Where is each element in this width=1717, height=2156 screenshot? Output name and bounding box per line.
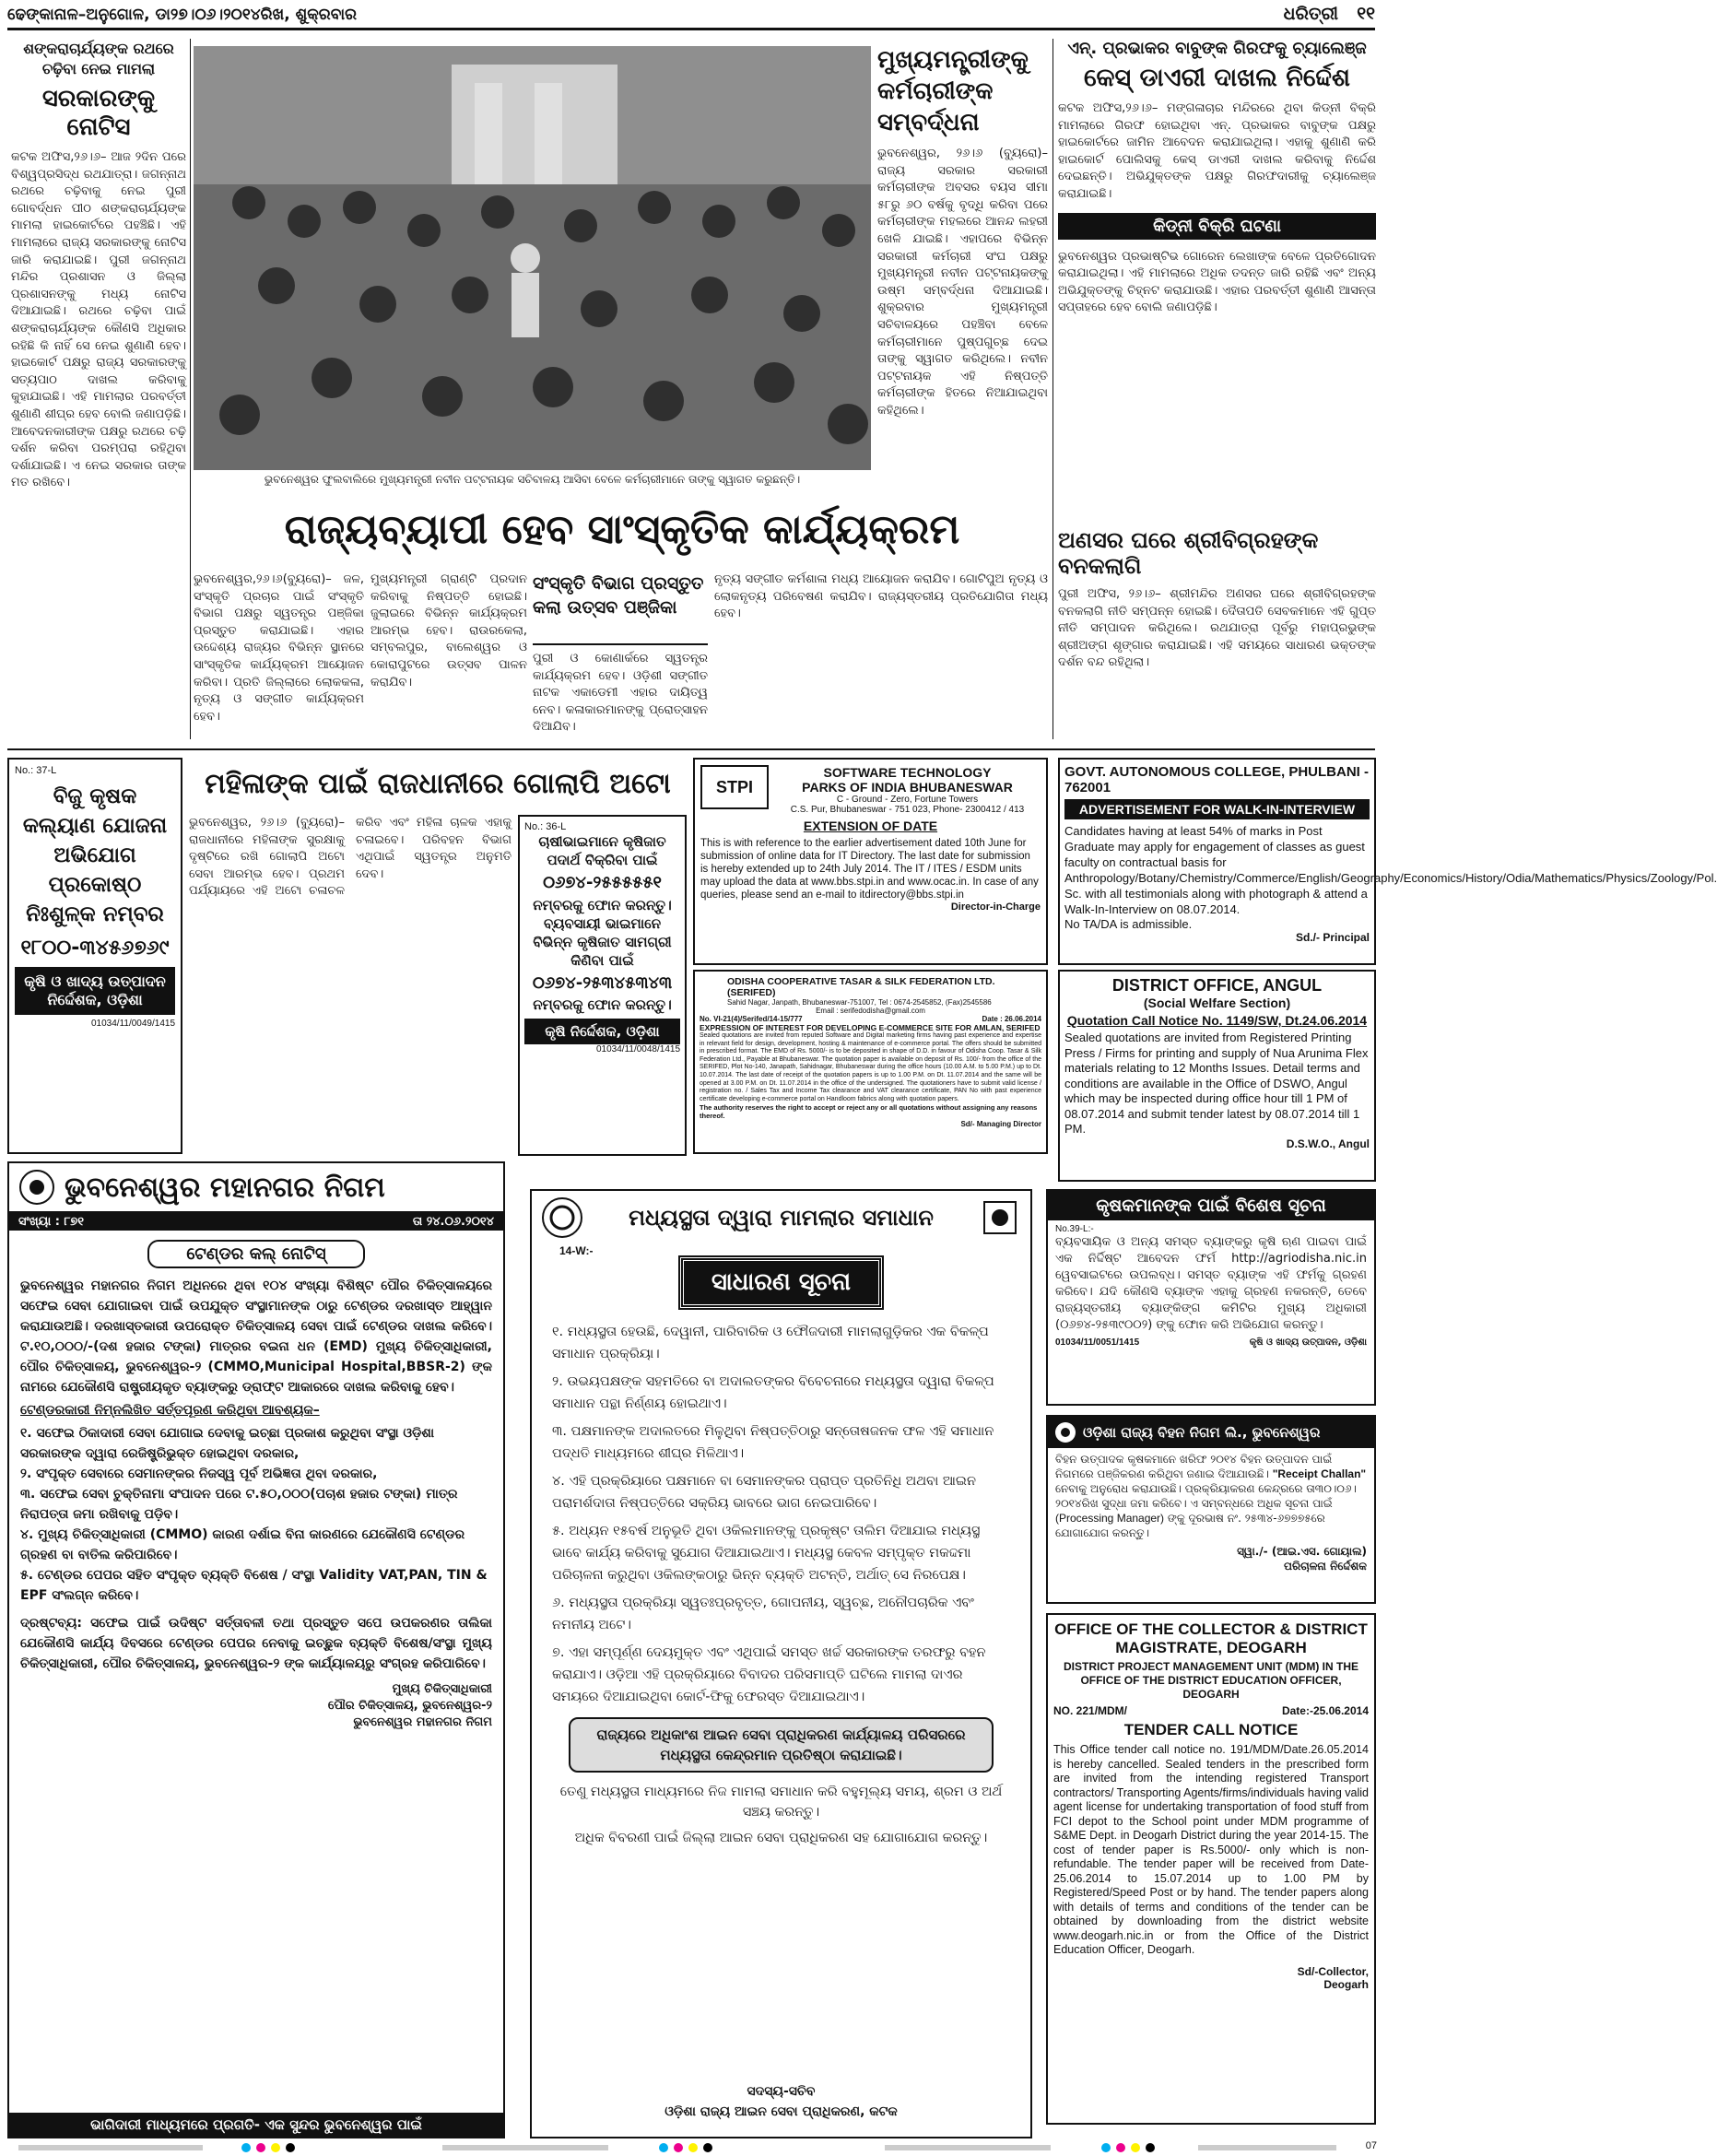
deogarh-number: NO. 221/MDM/ [1053, 1704, 1128, 1717]
bmc-para-1: ଭୁବନେଶ୍ୱର ମହାନଗର ନିଗମ ଅଧିନରେ ଥିବା ୧୦୪ ସଂଖ୍ୟା ବିଶିଷ୍ଟ ପୌର ଚିକିତ୍ସାଳୟରେ ସଫେଇ ସେବା ଯୋଗାଇବା ପାଇଁ ଉପଯୁକ୍ତ ସଂସ୍ଥାମାନଙ୍କ ଠାରୁ ଟେଣ୍ଡର ଦରଖାସ୍ତ ଆହ୍ୱାନ କରାଯାଉଅଛି। ଦରଖାସ୍ତକାରୀ ଉପରୋକ୍ତ ଚିକିତ୍ସାଳୟ ସେବା ପାଇଁ ଟେଣ୍ଡର ଦାଖଲ କରିବେ। ଟ.୧୦,୦୦୦/-(ଦଶ ହଜାର ଟଙ୍କା) ମାତ୍ରର ବଇନା ଧନ (EMD) ମୁଖ୍ୟ ଚିକିତ୍ସାଧିକାରୀ, ପୌର ଚିକିତ୍ସାଳୟ, ଭୁବନେଶ୍ୱର-୨ (CMMO,Municipal Hospital,BBSR-2) ଙ୍କ ନାମରେ ଯେକୌଣସି ରାଷ୍ଟ୍ରୀୟକୃତ ବ୍ୟାଙ୍କରୁ ଡ୍ରାଫ୍ଟ ଆକାରରେ ଦାଖଲ କରିବାକୁ ହେବ। [20, 1278, 492, 1395]
story-anasara [1058, 527, 1376, 739]
registration-dot-cyan [1101, 2143, 1111, 2152]
seed-sign-2: ପରିଚାଳନା ନିର୍ଦ୍ଦେଶକ [1284, 1560, 1367, 1573]
registration-dot-black [1146, 2143, 1155, 2152]
bmc-sign-2: ପୌର ଚିକିତ୍ସାଳୟ, ଭୁବନେଶ୍ୱର-୨ [327, 1699, 492, 1713]
college-sign: Sd./- Principal [1295, 931, 1370, 944]
ad-code: 01034/11/0049/1415 [90, 1019, 175, 1029]
serifed-ref: No. VI-21(4)/Serifed/14-15/777 [700, 1015, 803, 1023]
registration-strip [18, 2145, 203, 2150]
krushak-code: 01034/11/0051/1415 [1055, 1337, 1140, 1348]
story-headline: ଅଣସର ଘରେ ଶ୍ରୀବିଗ୍ରହଙ୍କ ବନକଲାଗି [1058, 527, 1319, 579]
krushak-number: No.39-L:- [1055, 1224, 1094, 1234]
krushak-title: କୃଷକମାନଙ୍କ ପାଇଁ ବିଶେଷ ସୂଚନା [1048, 1191, 1374, 1220]
bmc-para-3: ଦ୍ରଷ୍ଟବ୍ୟ: ସଫେଇ ପାଇଁ ଉଦିଷ୍ଟ ସର୍ତ୍ତାବଳୀ ତଥା ପ୍ରସ୍ତୁତ ସପେ ଉପକରଣର ତାଲିକା ଯେକୌଣସି କାର୍ଯ୍ୟ ଦିବସରେ ଟେଣ୍ଡର ପେପର ନେବାକୁ ଇଚ୍ଛୁକ ବ୍ୟକ୍ତି ବିଶେଷ/ସଂସ୍ଥା ମୁଖ୍ୟ ଚିକିତ୍ସାଧିକାରୀ, ପୌର ଚିକିତ୍ସାଳୟ, ଭୁବନେଶ୍ୱର-୨ ଙ୍କ କାର୍ଯ୍ୟାଳୟରୁ ସଂଗ୍ରହ କରିପାରିବେ। [20, 1616, 492, 1671]
banner-headline: ରାଜ୍ୟବ୍ୟାପୀ ହେବ ସାଂସ୍କୃତିକ କାର୍ଯ୍ୟକ୍ରମ [284, 506, 960, 553]
deogarh-sub: DISTRICT PROJECT MANAGEMENT UNIT (MDM) IN THE OFFICE OF THE DISTRICT EDUCATION OFFICER, DEOGARH [1064, 1660, 1358, 1701]
serifed-body: Sealed quotations are invited from reputed Software and Digital marketing firms having past experience and expertise in relevant field for design, development, hosting & maintenance of e-commerce portal. The offers should be submitted in prescribed format. The EMD of Rs. 5000/- is to be deposited in shape of D.D. in favour of Odisha Coop. Tasar & Silk Federation Ltd., Payable at Bhubaneswar. The quotation paper is available on deposit of Rs. 100/- from the office of the SERIFED, Plot No-140, Janapath, Sahidnagar, Bhubaneswar during the office hours (10.00 A.M. to 5.00 P.M.) up to Dt. 10.07.2014. The last date of receipt of the quotation papers is up to 1.00 P.M. on Dt. 11.07.2014 and the same will be opened at 3.00 P.M. on Dt. 11.07.2014 in the office of the undersigned. The quotationers have to submit valid license / registration no. / Sales Tax and Income Tax clearance and VAT clearance certificate, PAN No with past experience certificate developing e-commerce portal on Handloom fabrics along with quotation papers. [700, 1032, 1041, 1102]
ad-line: ନମ୍ବରକୁ ଫୋନ କରନ୍ତୁ। ବ୍ୟବସାୟୀ ଭାଇମାନେ ବିଭିନ୍ନ କୃଷିଜାତ ସାମଗ୍ରୀ କିଣିବା ପାଇଁ [533, 897, 672, 969]
ad-krushak-info [1046, 1189, 1376, 1406]
story-body: କଟକ ଅଫିସ,୨୬।୬– ମଙ୍ଗଳାଚାର ମନ୍ଦିରରେ ଥିବା କିଡ୍‌ନୀ ବିକ୍ରି ମାମଲାରେ ଗିରଫ ହୋଇଥିବା ଏନ୍. ପ୍ରଭାକର ବାବୁଙ୍କ ପକ୍ଷରୁ ହାଇକୋର୍ଟରେ ଜାମିନ ଆବେଦନ କରାଯାଇଥିଲା। ଏହାକୁ ଶୁଣାଣି କରି ହାଇକୋର୍ଟ ପୋଲିସକୁ କେସ୍ ଡାଏରୀ ଦାଖଲ କରିବାକୁ ନିର୍ଦ୍ଦେଶ ଦେଇଛନ୍ତି। ଅଭିଯୁକ୍ତଙ୍କ ପକ୍ଷରୁ ଗିରଫଦାରୀକୁ ଚ୍ୟାଲେଞ୍ଜ କରାଯାଇଛି। [1058, 101, 1376, 201]
story-shankaracharya [11, 39, 186, 739]
seed-sign-1: ସ୍ୱା./- (ଆଇ.ଏସ. ଗୋୟାଲ) [1237, 1545, 1367, 1558]
legal-para-2: ଅଧିକ ବିବରଣୀ ପାଇଁ ଜିଲ୍ଲା ଆଇନ ସେବା ପ୍ରାଧିକରଣ ସହ ଯୋଗାଯୋଗ କରନ୍ତୁ। [574, 1831, 988, 1845]
banner-text: ମୁଖ୍ୟମନ୍ତ୍ରୀ ଗ୍ରାଣ୍ଟି ପ୍ରଦାନ କରିବାକୁ ନିଷ୍ପତ୍ତି ହୋଇଛି। ଜୁଲାଇରେ ବିଭିନ୍ନ କାର୍ଯ୍ୟକ୍ରମ ଆରମ୍ଭ ହେବ। ରାଉରକେଲା, ସମ୍ବଲପୁର, ବାଲେଶ୍ୱର ଓ କୋରାପୁଟରେ ଉତ୍ସବ ପାଳନ କରାଯିବ। [370, 572, 527, 689]
legal-point: ୪. ଏହି ପ୍ରକ୍ରିୟାରେ ପକ୍ଷମାନେ ବା ସେମାନଙ୍କର ପ୍ରାପ୍ତ ପ୍ରତିନିଧି ଅଥବା ଆଇନ ପରାମର୍ଶଦାତା ନିଷ୍ପତ୍ତିରେ ସକ୍ରିୟ ଭାବରେ ଭାଗ ନେଇପାରିବେ। [552, 1474, 976, 1511]
story-body-2: ଭୁବନେଶ୍ୱର ପ୍ରଭାଷ୍ଟିଭ ଗୋରେନ ଲେଖାଙ୍କ ବେଳେ ପ୍ରତିଗୋଦନ କରାଯାଇଥିଲା। ଏହି ମାମଲାରେ ଅଧିକ ତଦନ୍ତ ଜାରି ରହିଛି ଏବଂ ଅନ୍ୟ ଅଭିଯୁକ୍ତଙ୍କୁ ଚିହ୍ନଟ କରାଯାଉଛି। ଏହାର ପରବର୍ତ୍ତୀ ଶୁଣାଣି ଆସନ୍ତା ସପ୍ତାହରେ ହେବ ବୋଲି ଜଣାପଡ଼ିଛି। [1058, 249, 1376, 315]
registration-dot-magenta [256, 2143, 265, 2152]
angul-notice: Quotation Call Notice No. 1149/SW, Dt.24.06.2014 [1066, 1013, 1368, 1028]
story-body: କଟକ ଅଫିସ,୨୬।୬– ଆଜ ୨ଦିନ ପରେ ବିଶ୍ୱପ୍ରସିଦ୍ଧ ରଥଯାତ୍ରା। ଜଗନ୍ନାଥ ରଥରେ ଚଢ଼ିବାକୁ ନେଇ ପୁରୀ ଗୋବର୍ଦ୍ଧନ ପୀଠ ଶଙ୍କରାଚାର୍ଯ୍ୟଙ୍କ ମାମଲା ହାଇକୋର୍ଟରେ ପହଞ୍ଚିଛି। ଏହି ମାମଲାରେ ରାଜ୍ୟ ସରକାରଙ୍କୁ ନୋଟିସ ଜାରି କରାଯାଇଛି। ପୁରୀ ଜଗନ୍ନାଥ ମନ୍ଦିର ପ୍ରଶାସନ ଓ ଜିଲ୍ଲା ପ୍ରଶାସନଙ୍କୁ ମଧ୍ୟ ନୋଟିସ ଦିଆଯାଇଛି। ରଥରେ ଚଢ଼ିବା ପାଇଁ ଶଙ୍କରାଚାର୍ଯ୍ୟଙ୍କ କୌଣସି ଅଧିକାର ରହିଛି କି ନାହିଁ ସେ ନେଇ ଶୁଣାଣି ହେବ। ହାଇକୋର୍ଟ ପକ୍ଷରୁ ରାଜ୍ୟ ସରକାରଙ୍କୁ ସତ୍ୟପାଠ ଦାଖଲ କରିବାକୁ କୁହାଯାଇଛି। ଏହି ମାମଲାର ପରବର୍ତ୍ତୀ ଶୁଣାଣି ଶୀଘ୍ର ହେବ ବୋଲି ଜଣାପଡ଼ିଛି। ଆବେଦନକାରୀଙ୍କ ପକ୍ଷରୁ ରଥରେ ଚଢ଼ି ଦର୍ଶନ କରିବା ପରମ୍ପରା ରହିଥିବା ଦର୍ଶାଯାଇଛି। ଏ ନେଇ ସରକାର ତାଙ୍କ ମତ ରଖିବେ। [11, 150, 186, 490]
stpi-title-2: PARKS OF INDIA BHUBANESWAR [802, 780, 1013, 795]
seed-body-3: ଙ୍କୁ ଦୂରଭାଷ ନଂ. ୨୫୩୪-୬୭୭୭୫ରେ ଯୋଗାଯୋଗ କରନ୍ତୁ। [1055, 1512, 1325, 1539]
angul-title: DISTRICT OFFICE, ANGUL [1111, 976, 1323, 995]
legal-sign-2: ଓଡ଼ିଶା ରାଜ୍ୟ ଆଇନ ସେବା ପ୍ରାଧିକରଣ, କଟକ [664, 2104, 898, 2119]
bmc-conditions [20, 1423, 492, 1606]
registration-dot-cyan [241, 2143, 251, 2152]
ad-phone: ୦୬୭୪-୨୫୩୪୫୩୪୩ [532, 973, 673, 993]
registration-dot-cyan [659, 2143, 668, 2152]
legal-banner: ସାଧାରଣ ସୂଚନା [680, 1257, 882, 1308]
stpi-logo: STPI [700, 765, 769, 809]
legal-number: 14-W:- [559, 1244, 594, 1257]
college-title: GOVT. AUTONOMOUS COLLEGE, PHULBANI - 762001 [1064, 764, 1370, 795]
seed-challan: "Receipt Challan" [1272, 1467, 1367, 1480]
serifed-sign: Sd/- Managing Director [960, 1120, 1041, 1129]
stpi-heading: EXTENSION OF DATE [803, 819, 938, 833]
angul-body: Sealed quotations are invited from Registered Printing Press / Firms for printing and supply of Nua Arunima Flex materials relating to 12 Months Issues. Detail terms and conditions are available in the Office of DSWO, Angul which may be inspected during office hour till 1 PM of 08.07.2014 and submit tender latest by 08.07.2014 till 1 PM. [1064, 1031, 1369, 1136]
banner-subhead [533, 571, 708, 645]
bmc-condition: ୫. ଟେଣ୍ଡର ପେପର ସହିତ ସଂପୃକ୍ତ ବ୍ୟକ୍ତି ବିଶେଷ / ସଂସ୍ଥା Validity VAT,PAN, TIN & EPF ସଂଲଗ୍ନ କରିବେ। [20, 1568, 488, 1603]
banner-col-2 [370, 571, 527, 737]
photo-caption: ଭୁବନେଶ୍ୱର ଫୁଲବାଲିରେ ମୁଖ୍ୟମନ୍ତ୍ରୀ ନବୀନ ପଟ୍ଟନାୟକ ସଚିବାଳୟ ଆସିବା ବେଳେ କର୍ମଚାରୀମାନେ ତାଙ୍କୁ ସ୍ୱାଗତ କରୁଛନ୍ତି। [264, 473, 801, 486]
story-headline: ମୁଖ୍ୟମନ୍ତ୍ରୀଙ୍କୁ କର୍ମଚାରୀଙ୍କ ସମ୍ବର୍ଦ୍ଧନା [877, 46, 1029, 136]
banner-text: ଭୁବନେଶ୍ୱର,୨୬।୬(ବ୍ୟୁରୋ)– ଜଳ, ସଂସ୍କୃତି ପ୍ରଚାର ପାଇଁ ସଂସ୍କୃତି ବିଭାଗ ପକ୍ଷରୁ ସ୍ୱତନ୍ତ୍ର ପଞ୍ଜିକା ପ୍ରସ୍ତୁତ କରାଯାଇଛି। ଏହାର ଉଦ୍ଦେଶ୍ୟ ରାଜ୍ୟର ବିଭିନ୍ନ ସ୍ଥାନରେ ସାଂସ୍କୃତିକ କାର୍ଯ୍ୟକ୍ରମ ଆୟୋଜନ କରିବା। ପ୍ରତି ଜିଲ୍ଲାରେ ଲୋକକଳା, ନୃତ୍ୟ ଓ ସଙ୍ଗୀତ କାର୍ଯ୍ୟକ୍ରମ ହେବ। [194, 572, 364, 724]
story-headline: କେସ୍ ଡାଏରୀ ଦାଖଲ ନିର୍ଦ୍ଦେଶ [1084, 64, 1350, 92]
story-kicker: ଏନ୍. ପ୍ରଭାକର ବାବୁଙ୍କ ଗିରଫକୁ ଚ୍ୟାଲେଞ୍ଜ [1067, 39, 1367, 58]
story-pink-auto-headline: ମହିଳାଙ୍କ ପାଇଁ ରାଜଧାନୀରେ ଗୋଲାପି ଅଟୋ [205, 768, 671, 800]
seed-manager: (Processing Manager) [1055, 1512, 1165, 1525]
ad-number: No.: 37-L [15, 765, 57, 776]
serifed-date: Date : 26.06.2014 [982, 1015, 1041, 1023]
news-photo [194, 46, 871, 470]
seed-body-2: ନେବାକୁ ଅନୁରୋଧ କରାଯାଉଛି। ପ୍ରକ୍ରିୟାକରଣ କେନ୍ଦ୍ରରେ ତା୩୦।୦୬।୨୦୧୪ରିଖ ସୁଦ୍ଧା ଜମା କରିବେ। ଏ ସମ୍ବନ୍ଧରେ ଅଧିକ ସୂଚନା ପାଇଁ [1055, 1482, 1357, 1510]
story-body: ଭୁବନେଶ୍ୱର, ୨୬।୬ (ବ୍ୟୁରୋ)– ରାଜ୍ୟ ସରକାର ସରକାରୀ କର୍ମଚାରୀଙ୍କ ଅବସର ବୟସ ସୀମା ୫୮ରୁ ୬୦ ବର୍ଷକୁ ବୃଦ୍ଧି କରିବା ପରେ କର୍ମଚାରୀଙ୍କ ମହଲରେ ଆନନ୍ଦ ଲହରୀ ଖେଳି ଯାଇଛି। ଏହାପରେ ବିଭିନ୍ନ ସରକାରୀ କର୍ମଚାରୀ ସଂଘ ପକ୍ଷରୁ ମୁଖ୍ୟମନ୍ତ୍ରୀ ନବୀନ ପଟ୍ଟନାୟକଙ୍କୁ ଉଷ୍ମ ସମ୍ବର୍ଦ୍ଧନା ଦିଆଯାଇଛି। ଶୁକ୍ରବାର ମୁଖ୍ୟମନ୍ତ୍ରୀ ସଚିବାଳୟରେ ପହଞ୍ଚିବା ବେଳେ କର୍ମଚାରୀମାନେ ପୁଷ୍ପଗୁଚ୍ଛ ଦେଇ ତାଙ୍କୁ ସ୍ୱାଗତ କରିଥିଲେ। ନବୀନ ପଟ୍ଟନାୟକ ଏହି ନିଷ୍ପତ୍ତି କର୍ମଚାରୀଙ୍କ ହିତରେ ନିଆଯାଇଥିବା କହିଥିଲେ। [877, 147, 1048, 418]
masthead: ଧରିତ୍ରୀ [1283, 4, 1338, 24]
page-header [7, 2, 1375, 29]
bmc-title: ଭୁବନେଶ୍ୱର ମହାନଗର ନିଗମ [65, 1171, 385, 1204]
section-rule [7, 748, 1375, 750]
ad-phone: ୦୬୭୪-୨୫୫୫୫୫୧ [543, 873, 662, 892]
stpi-address-2: C.S. Pur, Bhubaneswar - 751 023, Phone- 2300412 / 413 [790, 805, 1025, 815]
registration-strip [885, 2145, 1051, 2150]
bmc-date: ତା ୨୪.୦୬.୨୦୧୪ [412, 1215, 494, 1229]
bmc-para-2: ଟେଣ୍ଡରକାରୀ ନିମ୍ନଲିଖିତ ସର୍ତ୍ତପୂରଣ କରିଥିବା ଆବଶ୍ୟକ– [20, 1403, 320, 1418]
ad-title: ବିଜୁ କୃଷକ କଲ୍ୟାଣ ଯୋଜନା ଅଭିଯୋଗ ପ୍ରକୋଷ୍ଠ ନିଃଶୁଳ୍କ ନମ୍ବର [22, 784, 168, 926]
legal-point: ୧. ମଧ୍ୟସ୍ଥତା ହେଉଛି, ଦେୱାନୀ, ପାରିବାରିକ ଓ ଫୌଜଦାରୀ ମାମଲାଗୁଡ଼ିକର ଏକ ବିକଳ୍ପ ସମାଧାନ ପ୍ରକ୍ରିୟା। [552, 1325, 989, 1361]
legal-point: ୨. ଉଭୟପକ୍ଷଙ୍କ ସହମତିରେ ବା ଅଦାଲତଙ୍କର ବିବେଚନାରେ ମଧ୍ୟସ୍ଥତା ଦ୍ୱାରା ବିକଳ୍ପ ସମାଧାନ ପନ୍ଥା ନିର୍ଣ୍ଣୟ ହୋଇଥାଏ। [552, 1374, 994, 1411]
banner-text: ପୁରୀ ଓ କୋଣାର୍କରେ ସ୍ୱତନ୍ତ୍ର କାର୍ଯ୍ୟକ୍ରମ ହେବ। ଓଡ଼ିଶୀ ସଙ୍ଗୀତ ନାଟକ ଏକାଡେମୀ ଏହାର ଦାୟିତ୍ୱ ନେବ। କଳାକାରମାନଙ୍କୁ ପ୍ରୋତ୍ସାହନ ଦିଆଯିବ। [533, 652, 708, 735]
ad-line: ନମ୍ବରକୁ ଫୋନ କରନ୍ତୁ। [533, 996, 672, 1013]
seed-body-1: ବିହନ ଉତ୍ପାଦକ କୃଷକମାନେ ଖରିଫ ୨୦୧୪ ବିହନ ଉତ୍ପାଦନ ପାଇଁ ନିଗମରେ ପଞ୍ଜିକରଣ କରିଥିବା ଜଣାଇ ଦିଆଯାଉଛି। [1055, 1453, 1333, 1480]
bmc-condition: ୩. ସଫେଇ ସେବା ଚୁକ୍ତିନାମା ସଂପାଦନ ପରେ ଟ.୫୦,୦୦୦(ପଚାଶ ହଜାର ଟଙ୍କା) ମାତ୍ର ନିରାପତ୍ତା ଜମା ରଖିବାକୁ ପଡ଼ିବ। [20, 1487, 458, 1522]
stpi-sign: Director-in-Charge [950, 901, 1041, 913]
page-number: ୧୧ [1357, 4, 1375, 24]
bmc-condition: ୨. ସଂପୃକ୍ତ ସେବାରେ ସେମାନଙ୍କର ନିଜସ୍ୱ ପୂର୍ବ ଅଭିଜ୍ଞତା ଥିବା ଦରକାର, [20, 1467, 378, 1481]
col-divider [190, 39, 191, 739]
ad-college-phulbani [1058, 758, 1717, 965]
legal-sign-1: ସଦସ୍ୟ-ସଚିବ [747, 2084, 816, 2099]
bmc-heading: ଟେଣ୍ଡର କଲ୍ ନୋଟିସ୍ [147, 1240, 364, 1268]
ad-line: ଚାଷୀଭାଇମାନେ କୃଷିଜାତ ପଦାର୍ଥ ବିକ୍ରିବା ପାଇଁ [538, 833, 666, 868]
registration-dot-black [286, 2143, 295, 2152]
legal-point: ୫. ଅଧ୍ୟନ ୧୫ବର୍ଷ ଅନୁଭୂତି ଥିବା ଓକିଲମାନଙ୍କୁ ପ୍ରକୃଷ୍ଟ ତାଲିମ ଦିଆଯାଇ ମଧ୍ୟସ୍ଥ ଭାବେ କାର୍ଯ୍ୟ କରିବାକୁ ସୁଯୋଗ ଦିଆଯାଇଥାଏ। ମଧ୍ୟସ୍ଥ କେବଳ ସମ୍ପୃକ୍ତ ମକଦ୍ଦମା ପରିଚାଳନା କରୁଥିବା ଓକିଲଙ୍କଠାରୁ ଭିନ୍ନ ବ୍ୟକ୍ତି ଅଟନ୍ତି, ଅର୍ଥାତ୍ ସେ ନିରପେକ୍ଷ। [552, 1524, 981, 1583]
page-mark: 07 [1365, 2140, 1377, 2151]
serifed-title: ODISHA COOPERATIVE TASAR & SILK FEDERATION LTD. (SERIFED) [727, 976, 995, 998]
legal-emblem-icon [541, 1196, 583, 1239]
ad-serifed [693, 970, 1048, 1154]
bmc-footer: ଭାଗିଦାରୀ ମାଧ୍ୟମରେ ପ୍ରଗତି- ଏକ ସୁନ୍ଦର ଭୁବନେଶ୍ୱର ପାଇଁ [9, 2113, 503, 2137]
angul-sub: (Social Welfare Section) [1143, 996, 1291, 1010]
story-kicker: ଶଙ୍କରାଚାର୍ଯ୍ୟଙ୍କ ରଥରେ ଚଢ଼ିବା ନେଇ ମାମଲା [23, 40, 174, 77]
banner-col-3 [533, 651, 708, 739]
serifed-note: The authority reserves the right to accept or reject any or all quotations without assigning any reasons thereof. [700, 1103, 1038, 1121]
ad-district-angul [1058, 970, 1376, 1182]
legal-point: ୬. ମଧ୍ୟସ୍ଥତା ପ୍ରକ୍ରିୟା ସ୍ୱତଃପ୍ରବୃତ୍ତ, ଗୋପନୀୟ, ସ୍ୱଚ୍ଛ, ଅନୌପଚାରିକ ଏବଂ ନମନୀୟ ଅଟେ। [552, 1596, 974, 1632]
state-emblem-icon [979, 1196, 1021, 1239]
registration-dot-black [703, 2143, 712, 2152]
banner-text: ନୃତ୍ୟ ସଙ୍ଗୀତ କର୍ମଶାଳା ମଧ୍ୟ ଆୟୋଜନ କରାଯିବ। ଗୋଟିପୁଅ ନୃତ୍ୟ ଓ ଲୋକନୃତ୍ୟ ପରିବେଷଣ କରାଯିବ। ରାଜ୍ୟସ୍ତରୀୟ ପ୍ରତିଯୋଗିତା ମଧ୍ୟ ହେବ। [714, 572, 1048, 621]
ad-mediation [530, 1189, 1032, 2138]
registration-dot-yellow [688, 2143, 698, 2152]
banner-subhead-text: ସଂସ୍କୃତି ବିଭାଗ ପ୍ରସ୍ତୁତ କଲା ଉତ୍ସବ ପଞ୍ଜିକା [533, 573, 704, 618]
legal-box: ରାଜ୍ୟରେ ଅଧିକାଂଶ ଆଇନ ସେବା ପ୍ରାଧିକରଣ କାର୍ଯ୍ୟାଳୟ ପରିସରରେ ମଧ୍ୟସ୍ଥତା କେନ୍ଦ୍ରମାନ ପ୍ରତିଷ୍ଠା କରାଯାଇଛି। [569, 1717, 994, 1773]
ad-seed-corporation [1046, 1415, 1376, 1604]
ad-deogarh-tender [1046, 1613, 1376, 2125]
story-body: ଭୁବନେଶ୍ୱର, ୨୬।୬ (ବ୍ୟୁରୋ)– ରାଜଧାନୀରେ ମହିଳାଙ୍କ ସୁରକ୍ଷାକୁ ଦୃଷ୍ଟିରେ ରଖି ଗୋଲାପି ଅଟୋ ସେବା ଆରମ୍ଭ ହେବ। ପ୍ରଥମ ପର୍ଯ୍ୟାୟରେ ଏହି ଅଟୋ ଚଳାଚଳ କରିବ ଏବଂ ମହିଳା ଚାଳକ ଏହାକୁ ଚଳାଇବେ। ପରିବହନ ବିଭାଗ ଏଥିପାଇଁ ସ୍ୱତନ୍ତ୍ର ଅନୁମତି ଦେବ। [189, 816, 512, 899]
registration-strip [1198, 2145, 1336, 2150]
story-headline: ସରକାରଙ୍କୁ ନୋଟିସ [41, 85, 156, 141]
legal-point: ୭. ଏହା ସମ୍ପୂର୍ଣ୍ଣ ଦେୟମୁକ୍ତ ଏବଂ ଏଥିପାଇଁ ସମସ୍ତ ଖର୍ଚ୍ଚ ସରକାରଙ୍କ ତରଫରୁ ବହନ କରାଯାଏ। ଓଡ଼ିଆ ଏହି ପ୍ରକ୍ରିୟାରେ ବିବାଦର ପରିସମାପ୍ତି ଘଟିଲେ ମାମଲା ଦାଏର ସମୟରେ ଦିଆଯାଇଥିବା କୋର୍ଟ-ଫିକୁ ଫେରସ୍ତ ଦିଆଯାଇଥାଏ। [552, 1645, 986, 1704]
stpi-title-1: SOFTWARE TECHNOLOGY [823, 765, 992, 780]
registration-dot-magenta [674, 2143, 683, 2152]
deogarh-title: OFFICE OF THE COLLECTOR & DISTRICT MAGISTRATE, DEOGARH [1054, 1620, 1368, 1656]
angul-sign: D.S.W.O., Angul [1286, 1137, 1370, 1150]
legal-points [532, 1308, 1030, 1708]
deogarh-body: This Office tender call notice no. 191/MDM/Date.26.05.2014 is hereby cancelled. Sealed tenders in the prescribed form are invited from the intending registered Transport contractors/ Transporting Agents/firms/individuals having valid agent license for undertaking transportation of food stuff from FCI depot to the School point under MDM programme of S&ME Dept. in Deogarh District during the year 2014-15. The cost of tender paper is Rs.5000/- only which is non-refundable. The tender paper will be received from Date-25.06.2014 to 15.07.2014 up to 1.00 PM by Registered/Speed Post or by hand. The tender papers along with details of terms and conditions of the tender can be obtained by downloading from the district website www.deogarh.nic.in or from the Office of the District Education Officer, Deogarh. [1053, 1743, 1369, 1956]
seed-logo-icon [1053, 1420, 1077, 1444]
college-heading: ADVERTISEMENT FOR WALK-IN-INTERVIEW [1064, 799, 1370, 819]
bmc-condition: ୪. ମୁଖ୍ୟ ଚିକିତ୍ସାଧିକାରୀ (CMMO) କାରଣ ଦର୍ଶାଇ ବିନା କାରଣରେ ଯେକୌଣସି ଟେଣ୍ଡର ଗ୍ରହଣ ବା ବାତିଲ କରିପାରିବେ। [20, 1527, 465, 1562]
story-body: ପୁରୀ ଅଫିସ, ୨୬।୬– ଶ୍ରୀମନ୍ଦିର ଅଣସର ଘରେ ଶ୍ରୀବିଗ୍ରହଙ୍କ ବନକଲାଗି ନୀତି ସମ୍ପନ୍ନ ହୋଇଛି। ଦୈତାପତି ସେବକମାନେ ଏହି ଗୁପ୍ତ ନୀତି ସମ୍ପାଦନ କରିଥିଲେ। ରଥଯାତ୍ରା ପୂର୍ବରୁ ମହାପ୍ରଭୁଙ୍କ ଶ୍ରୀଅଙ୍ଗ ଶୃଙ୍ଗାର କରାଯାଇଛି। ଏହି ସମୟରେ ସାଧାରଣ ଭକ୍ତଙ୍କ ଦର୍ଶନ ବନ୍ଦ ରହିଥିଲା। [1058, 587, 1376, 670]
serifed-email: Email : serifedodisha@gmail.com [816, 1007, 925, 1015]
ad-dept: କୃଷି ନିର୍ଦ୍ଦେଶକ, ଓଡ଼ିଶା [524, 1019, 680, 1044]
ad-dept: କୃଷି ଓ ଖାଦ୍ୟ ଉତ୍ପାଦନ ନିର୍ଦ୍ଦେଶକ, ଓଡ଼ିଶା [15, 967, 175, 1015]
ad-bmc-tender [7, 1161, 505, 2138]
deogarh-sign-2: Deogarh [1323, 1977, 1369, 1991]
bmc-emblem-icon [18, 1169, 55, 1206]
registration-dot-yellow [271, 2143, 280, 2152]
legal-title: ମଧ୍ୟସ୍ଥତା ଦ୍ୱାରା ମାମଲାର ସମାଧାନ [629, 1205, 934, 1231]
bmc-sign-1: ମୁଖ୍ୟ ଚିକିତ୍ସାଧିକାରୀ [392, 1682, 492, 1696]
stpi-address-1: C - Ground - Zero, Fortune Towers [836, 795, 979, 805]
college-body: Candidates having at least 54% of marks in Post Graduate may apply for engagement of classes as guest faculty on contractual basis for Anthropology/Botany/Chemistry/Commerce/English/Geography/Economics/History/Odia/Mathematics/Physics/Zoology/Pol. Sc. with all testimonials along with photograph & attend a Walk-In-Interview on 08.07.2014. [1064, 824, 1717, 916]
ad-farmer-helpline [518, 815, 687, 1156]
story-pink-auto-body [189, 815, 512, 1156]
stpi-body: This is with reference to the earlier advertisement dated 10th June for submission of online data for IT Directory. The last date for submission is hereby extended up to 24th July 2014. The IT / ITES / ESDM units may upload the data at www.bbs.stpi.in and www.ocac.in. In case of any queries, please send an e-mail to itdirectory@bbs.stpi.in [700, 838, 1039, 901]
legal-point: ୩. ପକ୍ଷମାନଙ୍କ ଅଦାଲତରେ ମିଳୁଥିବା ନିଷ୍ପତ୍ତିଠାରୁ ସନ୍ତୋଷଜନକ ଫଳ ଏହି ସମାଧାନ ପଦ୍ଧତି ମାଧ୍ୟମରେ ଶୀଘ୍ର ମିଳିଥାଏ। [552, 1424, 994, 1461]
ad-phone: ୧୮୦୦-୩୪୫୬୭୬୯ [20, 937, 170, 960]
header-rule [7, 28, 1375, 30]
krushak-dept: କୃଷି ଓ ଖାଦ୍ୟ ଉତ୍ପାଦନ, ଓଡ଼ିଶା [1249, 1337, 1367, 1348]
krushak-body: ବ୍ୟବସାୟିକ ଓ ଅନ୍ୟ ସମସ୍ତ ବ୍ୟାଙ୍କରୁ କୃଷି ଋଣ ପାଇବା ପାଇଁ ଏକ ନିର୍ଦ୍ଦିଷ୍ଟ ଆବେଦନ ଫର୍ମ http://agriodisha.nic.in ୱେବସାଇଟରେ ଉପଲବ୍ଧ। ସମସ୍ତ ବ୍ୟାଙ୍କ ଏହି ଫର୍ମକୁ ଗ୍ରହଣ କରିବେ। ଯଦି କୌଣସି ବ୍ୟାଙ୍କ ଏହାକୁ ଗ୍ରହଣ ନକରନ୍ତି, ତେବେ ରାଜ୍ୟସ୍ତରୀୟ ବ୍ୟାଙ୍କିଙ୍ଗ କମିଟିର ମୁଖ୍ୟ ଅଧିକାରୀ (୦୬୭୪-୨୫୩୯୦୦୨) ଙ୍କୁ ଫୋନ କରି ଅଭିଯୋଗ କରନ୍ତୁ। [1055, 1235, 1367, 1332]
ad-biju-krushak [7, 758, 182, 1154]
registration-dot-magenta [1116, 2143, 1125, 2152]
ad-stpi [693, 758, 1048, 965]
bmc-sign-3: ଭୁବନେଶ୍ୱର ମହାନଗର ନିଗମ [353, 1715, 492, 1729]
banner-col-1 [194, 571, 364, 737]
deogarh-date: Date:-25.06.2014 [1281, 1704, 1369, 1717]
story-subhead: କିଡ୍‌ନୀ ବିକ୍ରି ଘଟଣା [1058, 213, 1376, 240]
banner-col-4 [714, 571, 1048, 737]
story-kidney-case [1058, 39, 1376, 518]
registration-dot-yellow [1131, 2143, 1140, 2152]
registration-strip [442, 2145, 608, 2150]
ad-code: 01034/11/0048/1415 [595, 1044, 680, 1054]
deogarh-heading: TENDER CALL NOTICE [1123, 1721, 1299, 1738]
print-registration-bar [0, 2140, 1382, 2156]
bmc-number: ସଂଖ୍ୟା : ୮୭୧ [18, 1215, 84, 1229]
college-note: No TA/DA is admissible. [1064, 917, 1193, 931]
deogarh-sign-1: Sd/-Collector, [1297, 1964, 1369, 1978]
bmc-condition: ୧. ସଫେଇ ଠିକାଦାରୀ ସେବା ଯୋଗାଇ ଦେବାକୁ ଇଚ୍ଛା ପ୍ରକାଶ କରୁଥିବା ସଂସ୍ଥା ଓଡ଼ିଶା ସରକାରଙ୍କ ଦ୍ୱାରା ରେଜିଷ୍ଟ୍ରିଭୁକ୍ତ ହୋଇଥିବା ଦରକାର, [20, 1426, 435, 1461]
story-cm-felicitation [877, 44, 1048, 487]
ad-number: No.: 36-L [524, 821, 567, 832]
legal-para-1: ତେଣୁ ମଧ୍ୟସ୍ଥତା ମାଧ୍ୟମରେ ନିଜ ମାମଲା ସମାଧାନ କରି ବହୁମୂଲ୍ୟ ସମୟ, ଶ୍ରମ ଓ ଅର୍ଥ ସଞ୍ଚୟ କରନ୍ତୁ। [559, 1785, 1003, 1820]
serifed-heading: EXPRESSION OF INTEREST FOR DEVELOPING E-COMMERCE SITE FOR AMLAN, SERIFED [700, 1023, 1041, 1032]
serifed-address: Sahid Nagar, Janpath, Bhubaneswar-751007, Tel : 0674-2545852, (Fax)2545586 [727, 998, 992, 1007]
seed-title: ଓଡ଼ିଶା ରାଜ୍ୟ ବିହନ ନିଗମ ଲି., ଭୁବନେଶ୍ୱର [1083, 1424, 1321, 1441]
crowd-image [194, 46, 871, 470]
header-dateline: ଢେଙ୍କାନାଳ–ଅନୁଗୋଳ, ଡା୨୭।୦୬।୨୦୧୪ରିଖ, ଶୁକ୍ରବାର [7, 6, 358, 24]
